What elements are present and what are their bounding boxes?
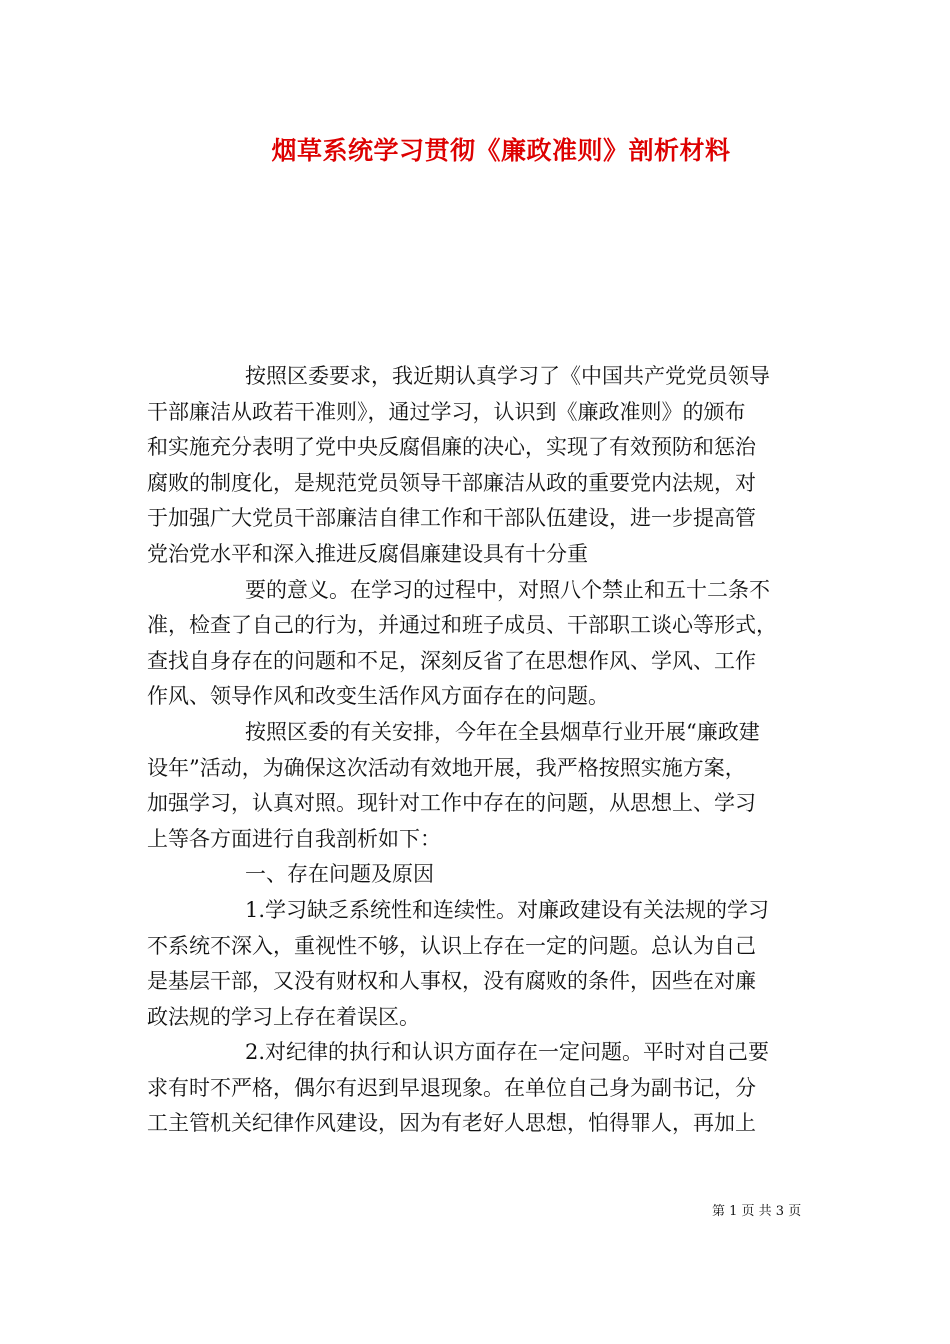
body-line: 是基层干部，又没有财权和人事权，没有腐败的条件，因些在对廉 [147,969,756,994]
page-footer: 第 1 页 共 3 页 [712,1204,802,1219]
body-line: 按照区委要求，我近期认真学习了《中国共产党党员领导 [245,364,770,388]
body-line: 不系统不深入，重视性不够，认识上存在一定的问题。总认为自己 [147,933,756,958]
body-line: 准，检查了自己的行为，并通过和班子成员、干部职工谈心等形式， [147,613,777,638]
body-line: 求有时不严格，偶尔有迟到早退现象。在单位自己身为副书记，分 [147,1075,756,1100]
body-line: 设年”活动，为确保这次活动有效地开展，我严格按照实施方案， [147,755,746,780]
body-line: 上等各方面进行自我剖析如下： [147,826,441,851]
body-line: 1.学习缺乏系统性和连续性。对廉政建设有关法规的学习 [245,897,770,922]
body-line: 干部廉洁从政若干准则》，通过学习，认识到《廉政准则》的颁布 [147,399,746,424]
body-line: 作风、领导作风和改变生活作风方面存在的问题。 [147,684,609,709]
body-line: 查找自身存在的问题和不足，深刻反省了在思想作风、学风、工作 [147,648,756,673]
body-line: 按照区委的有关安排，今年在全县烟草行业开展“廉政建 [245,719,760,744]
body-line: 工主管机关纪律作风建设，因为有老好人思想，怕得罪人，再加上 [147,1111,756,1136]
body-line: 2.对纪律的执行和认识方面存在一定问题。平时对自己要 [245,1040,770,1065]
body-line: 要的意义。在学习的过程中，对照八个禁止和五十二条不 [245,577,770,602]
body-line: 于加强广大党员干部廉洁自律工作和干部队伍建设，进一步提高管 [147,506,756,531]
body-line: 政法规的学习上存在着误区。 [147,1004,420,1029]
document-body [147,359,807,1142]
body-line: 和实施充分表明了党中央反腐倡廉的决心，实现了有效预防和惩治 [147,435,756,460]
document-title: 烟草系统学习贯彻《廉政准则》剖析材料 [271,136,731,165]
body-line: 一、存在问题及原因 [245,862,434,887]
body-line: 加强学习，认真对照。现针对工作中存在的问题，从思想上、学习 [147,791,756,816]
body-line: 腐败的制度化，是规范党员领导干部廉洁从政的重要党内法规，对 [147,470,756,495]
body-line: 党治党水平和深入推进反腐倡廉建设具有十分重 [147,541,588,566]
